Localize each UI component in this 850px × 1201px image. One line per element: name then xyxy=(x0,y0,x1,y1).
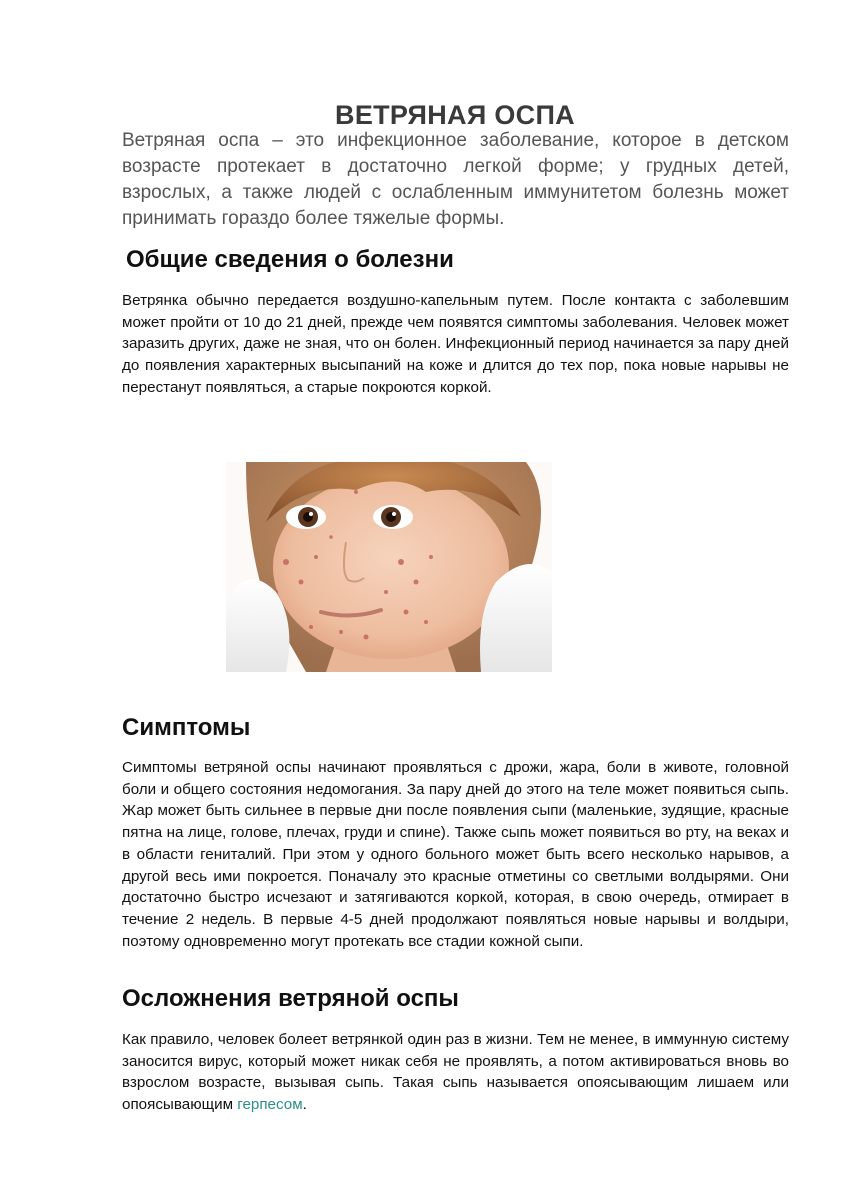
section-heading-symptoms: Симптомы xyxy=(122,714,251,741)
intro-paragraph: Ветряная оспа – это инфекционное заболевание, которое в детском возрасте протекает в достаточно легкой форме; у грудных детей, взрослых, а также людей с ослабленным иммунитетом болезнь может принимать гораздо более тяжелые формы. xyxy=(122,130,789,229)
section-heading-complications: Осложнения ветряной оспы xyxy=(122,985,459,1012)
section-text-symptoms: Симптомы ветряной оспы начинают проявляться с дрожи, жара, боли в животе, головной боли и общего состояния недомогания. За пару дней до этого на теле может появиться сыпь. Жар может быть сильнее в первые дни после появления сыпи (маленькие, зудящие, красные пятна на лице, голове, плечах, груди и спине). Также сыпь может появиться во рту, на веках и в области гениталий. При этом у одного больного может быть всего несколько нарывов, а другой весь ими покроется. Поначалу это красные отметины со светлыми волдырями. Они достаточно быстро исчезают и затягиваются коркой, которая, в свою очередь, отмирает в течение 2 недель. В первые 4-5 дней продолжают появляться новые нарывы и волдыри, поэтому одновременно могут протекать все стадии кожной сыпи. xyxy=(122,759,789,950)
child-chickenpox-image xyxy=(226,462,552,672)
section-text-general: Ветрянка обычно передается воздушно-капельным путем. После контакта с заболевшим может пройти от 10 до 21 дней, прежде чем появятся симптомы заболевания. Человек может заразить других, даже не зная, что он болен. Инфекционный период начинается за пару дней до появления характерных высыпаний на коже и длится до тех пор, пока новые нарывы не перестанут появляться, а старые покроются коркой. xyxy=(122,292,789,396)
page-title: ВЕТРЯНАЯ ОСПА xyxy=(335,100,575,131)
complications-text-end: . xyxy=(302,1096,307,1114)
herpes-link[interactable]: герпесом xyxy=(237,1096,303,1114)
complications-text-start: Как правило, человек болеет ветрянкой один раз в жизни. Тем не менее, в иммунную систему заносится вирус, который может никак себя не проявлять, а потом активироваться вновь во взрослом возрасте, вызывая сыпь. Такая сыпь называется опоясывающим лишаем или опоясывающим xyxy=(122,1031,789,1114)
section-heading-general: Общие сведения о болезни xyxy=(126,246,454,273)
section-text-complications xyxy=(122,1029,789,1116)
